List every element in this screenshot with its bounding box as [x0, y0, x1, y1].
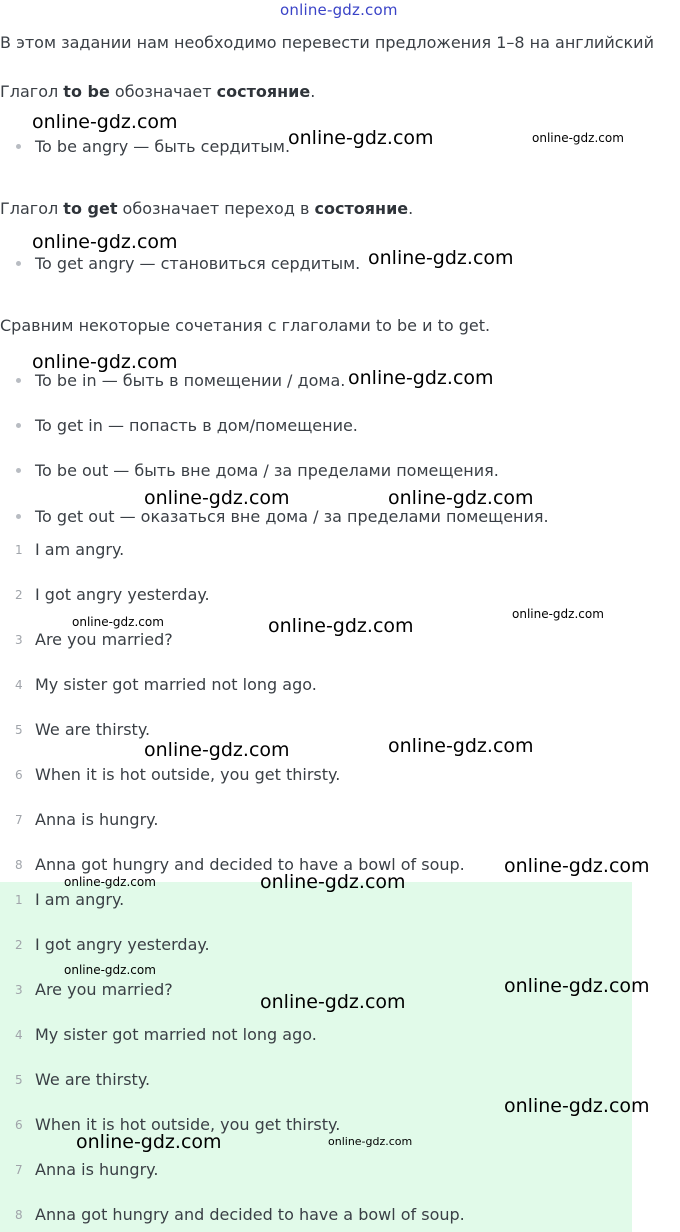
comparison-item: To get in — попасть в дом/помещение.	[35, 416, 358, 435]
watermark: online-gdz.com	[512, 607, 604, 621]
watermark: online-gdz.com	[144, 739, 290, 761]
bullet-icon	[16, 423, 21, 428]
watermark: online-gdz.com	[32, 351, 178, 373]
watermark: online-gdz.com	[532, 131, 624, 145]
answer-number: 8	[15, 1208, 23, 1222]
intro-text: В этом задании нам необходимо перевести предложения 1–8 на английский	[0, 33, 654, 52]
top-watermark: online-gdz.com	[280, 1, 398, 19]
list-number: 1	[15, 543, 23, 557]
watermark: online-gdz.com	[388, 487, 534, 509]
bullet-icon	[16, 514, 21, 519]
watermark: online-gdz.com	[260, 871, 406, 893]
answer-item: Are you married?	[35, 980, 173, 999]
watermark: online-gdz.com	[64, 875, 156, 889]
sentence-item: We are thirsty.	[35, 720, 151, 739]
answer-item: I got angry yesterday.	[35, 935, 210, 954]
bullet-icon	[16, 468, 21, 473]
watermark: online-gdz.com	[504, 1095, 650, 1117]
list-number: 8	[15, 858, 23, 872]
watermark: online-gdz.com	[388, 735, 534, 757]
answer-number: 4	[15, 1028, 23, 1042]
watermark: online-gdz.com	[72, 615, 164, 629]
sentence-item: My sister got married not long ago.	[35, 675, 317, 694]
comparison-item: To be in — быть в помещении / дома.	[35, 371, 346, 390]
watermark: online-gdz.com	[368, 247, 514, 269]
answer-item: Anna got hungry and decided to have a bowl of soup.	[35, 1205, 465, 1224]
sentence-item: When it is hot outside, you get thirsty.	[35, 765, 341, 784]
answer-number: 2	[15, 938, 23, 952]
sentence-item: Anna is hungry.	[35, 810, 159, 829]
list-number: 5	[15, 723, 23, 737]
bullet-icon	[16, 378, 21, 383]
answer-item: When it is hot outside, you get thirsty.	[35, 1115, 341, 1134]
list-number: 4	[15, 678, 23, 692]
answer-item: We are thirsty.	[35, 1070, 151, 1089]
watermark: online-gdz.com	[348, 367, 494, 389]
to-be-example: To be angry — быть сердитым.	[35, 137, 291, 156]
sentence-item: I am angry.	[35, 540, 125, 559]
comparison-item: To be out — быть вне дома / за пределами помещения.	[35, 461, 499, 480]
compare-intro: Сравним некоторые сочетания с глаголами to be и to get.	[0, 316, 491, 335]
answer-number: 1	[15, 893, 23, 907]
to-get-example: To get angry — становиться сердитым.	[35, 254, 361, 273]
watermark: online-gdz.com	[144, 487, 290, 509]
answer-number: 7	[15, 1163, 23, 1177]
answer-number: 3	[15, 983, 23, 997]
watermark: online-gdz.com	[288, 127, 434, 149]
comparison-item: To get out — оказаться вне дома / за пределами помещения.	[35, 507, 549, 526]
watermark: online-gdz.com	[504, 975, 650, 997]
bullet-icon	[16, 261, 21, 266]
sentence-item: Are you married?	[35, 630, 173, 649]
answer-number: 6	[15, 1118, 23, 1132]
to-get-rule: Глагол to get обозначает переход в состояние.	[0, 199, 414, 218]
list-number: 6	[15, 768, 23, 782]
watermark: online-gdz.com	[32, 111, 178, 133]
answer-item: Anna is hungry.	[35, 1160, 159, 1179]
answer-number: 5	[15, 1073, 23, 1087]
watermark: online-gdz.com	[504, 855, 650, 877]
sentence-item: Anna got hungry and decided to have a bowl of soup.	[35, 855, 465, 874]
list-number: 3	[15, 633, 23, 647]
list-number: 2	[15, 588, 23, 602]
sentence-item: I got angry yesterday.	[35, 585, 210, 604]
watermark: online-gdz.com	[328, 1135, 413, 1148]
watermark: online-gdz.com	[268, 615, 414, 637]
bullet-icon	[16, 144, 21, 149]
answer-item: I am angry.	[35, 890, 125, 909]
watermark: online-gdz.com	[32, 231, 178, 253]
watermark: online-gdz.com	[64, 963, 156, 977]
to-be-rule: Глагол to be обозначает состояние.	[0, 82, 316, 101]
watermark: online-gdz.com	[260, 991, 406, 1013]
list-number: 7	[15, 813, 23, 827]
answer-item: My sister got married not long ago.	[35, 1025, 317, 1044]
watermark: online-gdz.com	[76, 1131, 222, 1153]
